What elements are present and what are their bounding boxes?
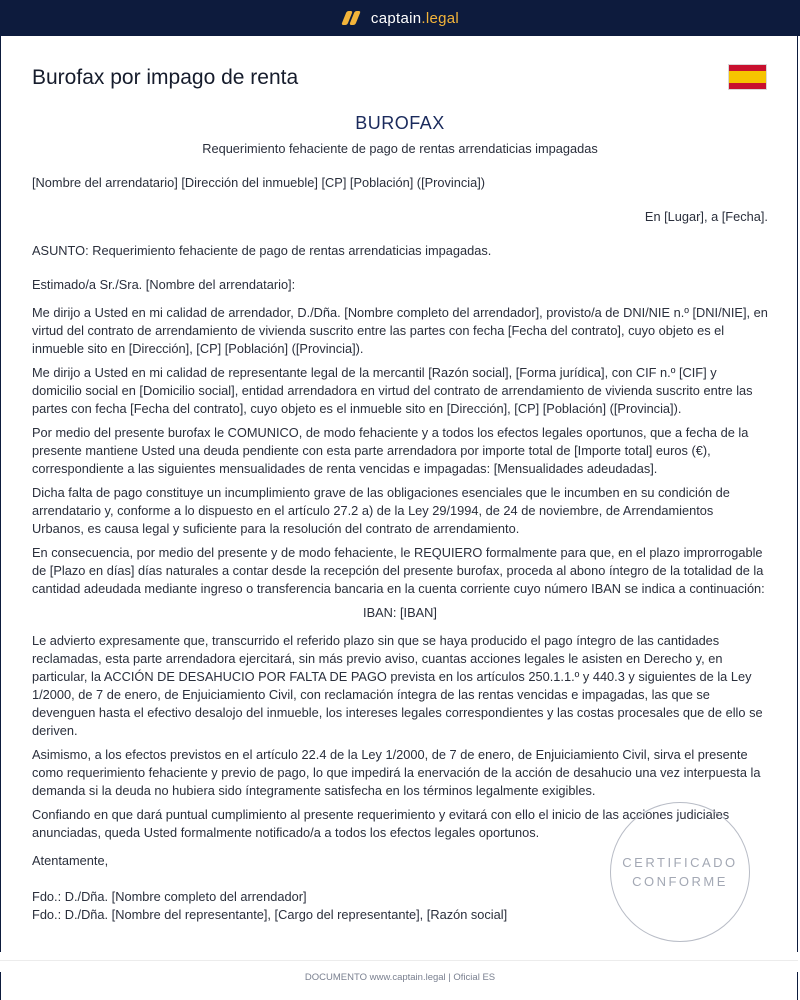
paragraph: Me dirijo a Usted en mi calidad de arrendador, D./Dña. [Nombre completo del arrendador], provisto/a de DNI/NIE n.º [DNI/NIE], en virtud del contrato de arrendamiento de vivienda suscrito entre las partes con fecha [Fecha del contrato], cuyo objeto es el inmueble sito en [Dirección], [CP] [Población] ([Provincia]).	[32, 305, 768, 356]
letter-body	[32, 112, 768, 924]
letter-heading: BUROFAX	[355, 113, 445, 133]
signature-line: Fdo.: D./Dña. [Nombre completo del arrendador]	[32, 889, 307, 904]
document-title: Burofax por impago de renta	[32, 66, 299, 89]
page-footer: DOCUMENTO www.captain.legal | Oficial ES	[304, 972, 496, 983]
subject-line: ASUNTO: Requerimiento fehaciente de pago de rentas arrendaticias impagadas.	[32, 243, 492, 258]
paragraph: Me dirijo a Usted en mi calidad de representante legal de la mercantil [Razón social], [Forma jurídica], con CIF n.º [CIF] y domicilio social en [Domicilio social], entidad arrendadora en virtud del contrato de arrendamiento de vivienda suscrito entre las partes con fecha [Fecha del contrato], cuyo objeto es el inmueble sito en [Dirección], [CP] [Población] ([Provincia]).	[32, 365, 753, 416]
paragraph: En consecuencia, por medio del presente y de modo fehaciente, le REQUIERO formalmente para que, en el plazo improrrogable de [Plazo en días] días naturales a contar desde la recepción del presente burofax, proceda al abono íntegro de la totalidad de la cantidad adeudada mediante ingreso o transferencia bancaria en la cuenta corriente cuyo número IBAN se indica a continuación:	[32, 545, 765, 596]
iban-line: IBAN: [IBAN]	[363, 605, 437, 620]
brand-name: captain.legal	[370, 9, 460, 27]
paragraph: Confiando en que dará puntual cumplimiento al presente requerimiento y evitará con ello el inicio de las acciones judiciales anunciadas, queda Usted formalmente notificado/a a todos los efectos legales oportunos.	[32, 807, 730, 840]
brand-logo[interactable]	[341, 10, 459, 27]
spain-flag-icon	[728, 64, 767, 90]
captain-logo-icon	[341, 10, 361, 26]
paragraph: Le advierto expresamente que, transcurrido el referido plazo sin que se haya producido el pago íntegro de las cantidades reclamadas, esta parte arrendadora ejercitará, sin más previo aviso, cuantas acciones legales le asisten en Derecho y, en particular, la ACCIÓN DE DESAHUCIO POR FALTA DE PAGO prevista en los artículos 250.1.1.º y 440.3 y siguientes de la Ley 1/2000, de 7 de enero, de Enjuiciamiento Civil, con reclamación íntegra de las rentas vencidas e impagadas, las que se devenguen hasta el efectivo desalojo del inmueble, los intereses legales correspondientes y las costas procesales que de ello se deriven.	[32, 633, 763, 738]
stamp-line: CONFORME	[632, 874, 728, 889]
signature-line: Fdo.: D./Dña. [Nombre del representante], [Cargo del representante], [Razón social]	[32, 907, 508, 922]
stamp-line: CERTIFICADO	[622, 855, 738, 870]
letter-subheading: Requerimiento fehaciente de pago de rentas arrendaticias impagadas	[202, 141, 598, 156]
closing: Atentamente,	[32, 853, 109, 868]
paragraph: Por medio del presente burofax le COMUNICO, de modo fehaciente y a todos los efectos legales oportunos, que a fecha de la presente mantiene Usted una deuda pendiente con esta parte arrendadora por importe total de [Importe total] euros (€), correspondiente a las siguientes mensualidades de renta vencidas e impagadas: [Mensualidades adeudadas].	[32, 425, 749, 476]
place-date: En [Lugar], a [Fecha].	[644, 209, 768, 224]
recipient-address: [Nombre del arrendatario] [Dirección del inmueble] [CP] [Población] ([Provincia])	[32, 175, 486, 190]
footer-divider	[0, 960, 798, 961]
certified-stamp	[610, 802, 750, 942]
page-fade	[0, 952, 798, 972]
paragraph: Dicha falta de pago constituye un incumplimiento grave de las obligaciones esenciales que le incumben en su condición de arrendatario y, conforme a lo dispuesto en el artículo 27.2 a) de la Ley 29/1994, de 24 de noviembre, de Arrendamientos Urbanos, es causa legal y suficiente para la resolución del contrato de arrendamiento.	[32, 485, 730, 536]
salutation: Estimado/a Sr./Sra. [Nombre del arrendatario]:	[32, 277, 296, 292]
top-bar	[0, 0, 800, 36]
paragraph: Asimismo, a los efectos previstos en el artículo 22.4 de la Ley 1/2000, de 7 de enero, de Enjuiciamiento Civil, sirva el presente como requerimiento fehaciente y previo de pago, lo que impedirá la enervación de la acción de desahucio una vez interpuesta la demanda si la deuda no hubiera sido íntegramente satisfecha en los términos legalmente exigibles.	[32, 747, 761, 798]
